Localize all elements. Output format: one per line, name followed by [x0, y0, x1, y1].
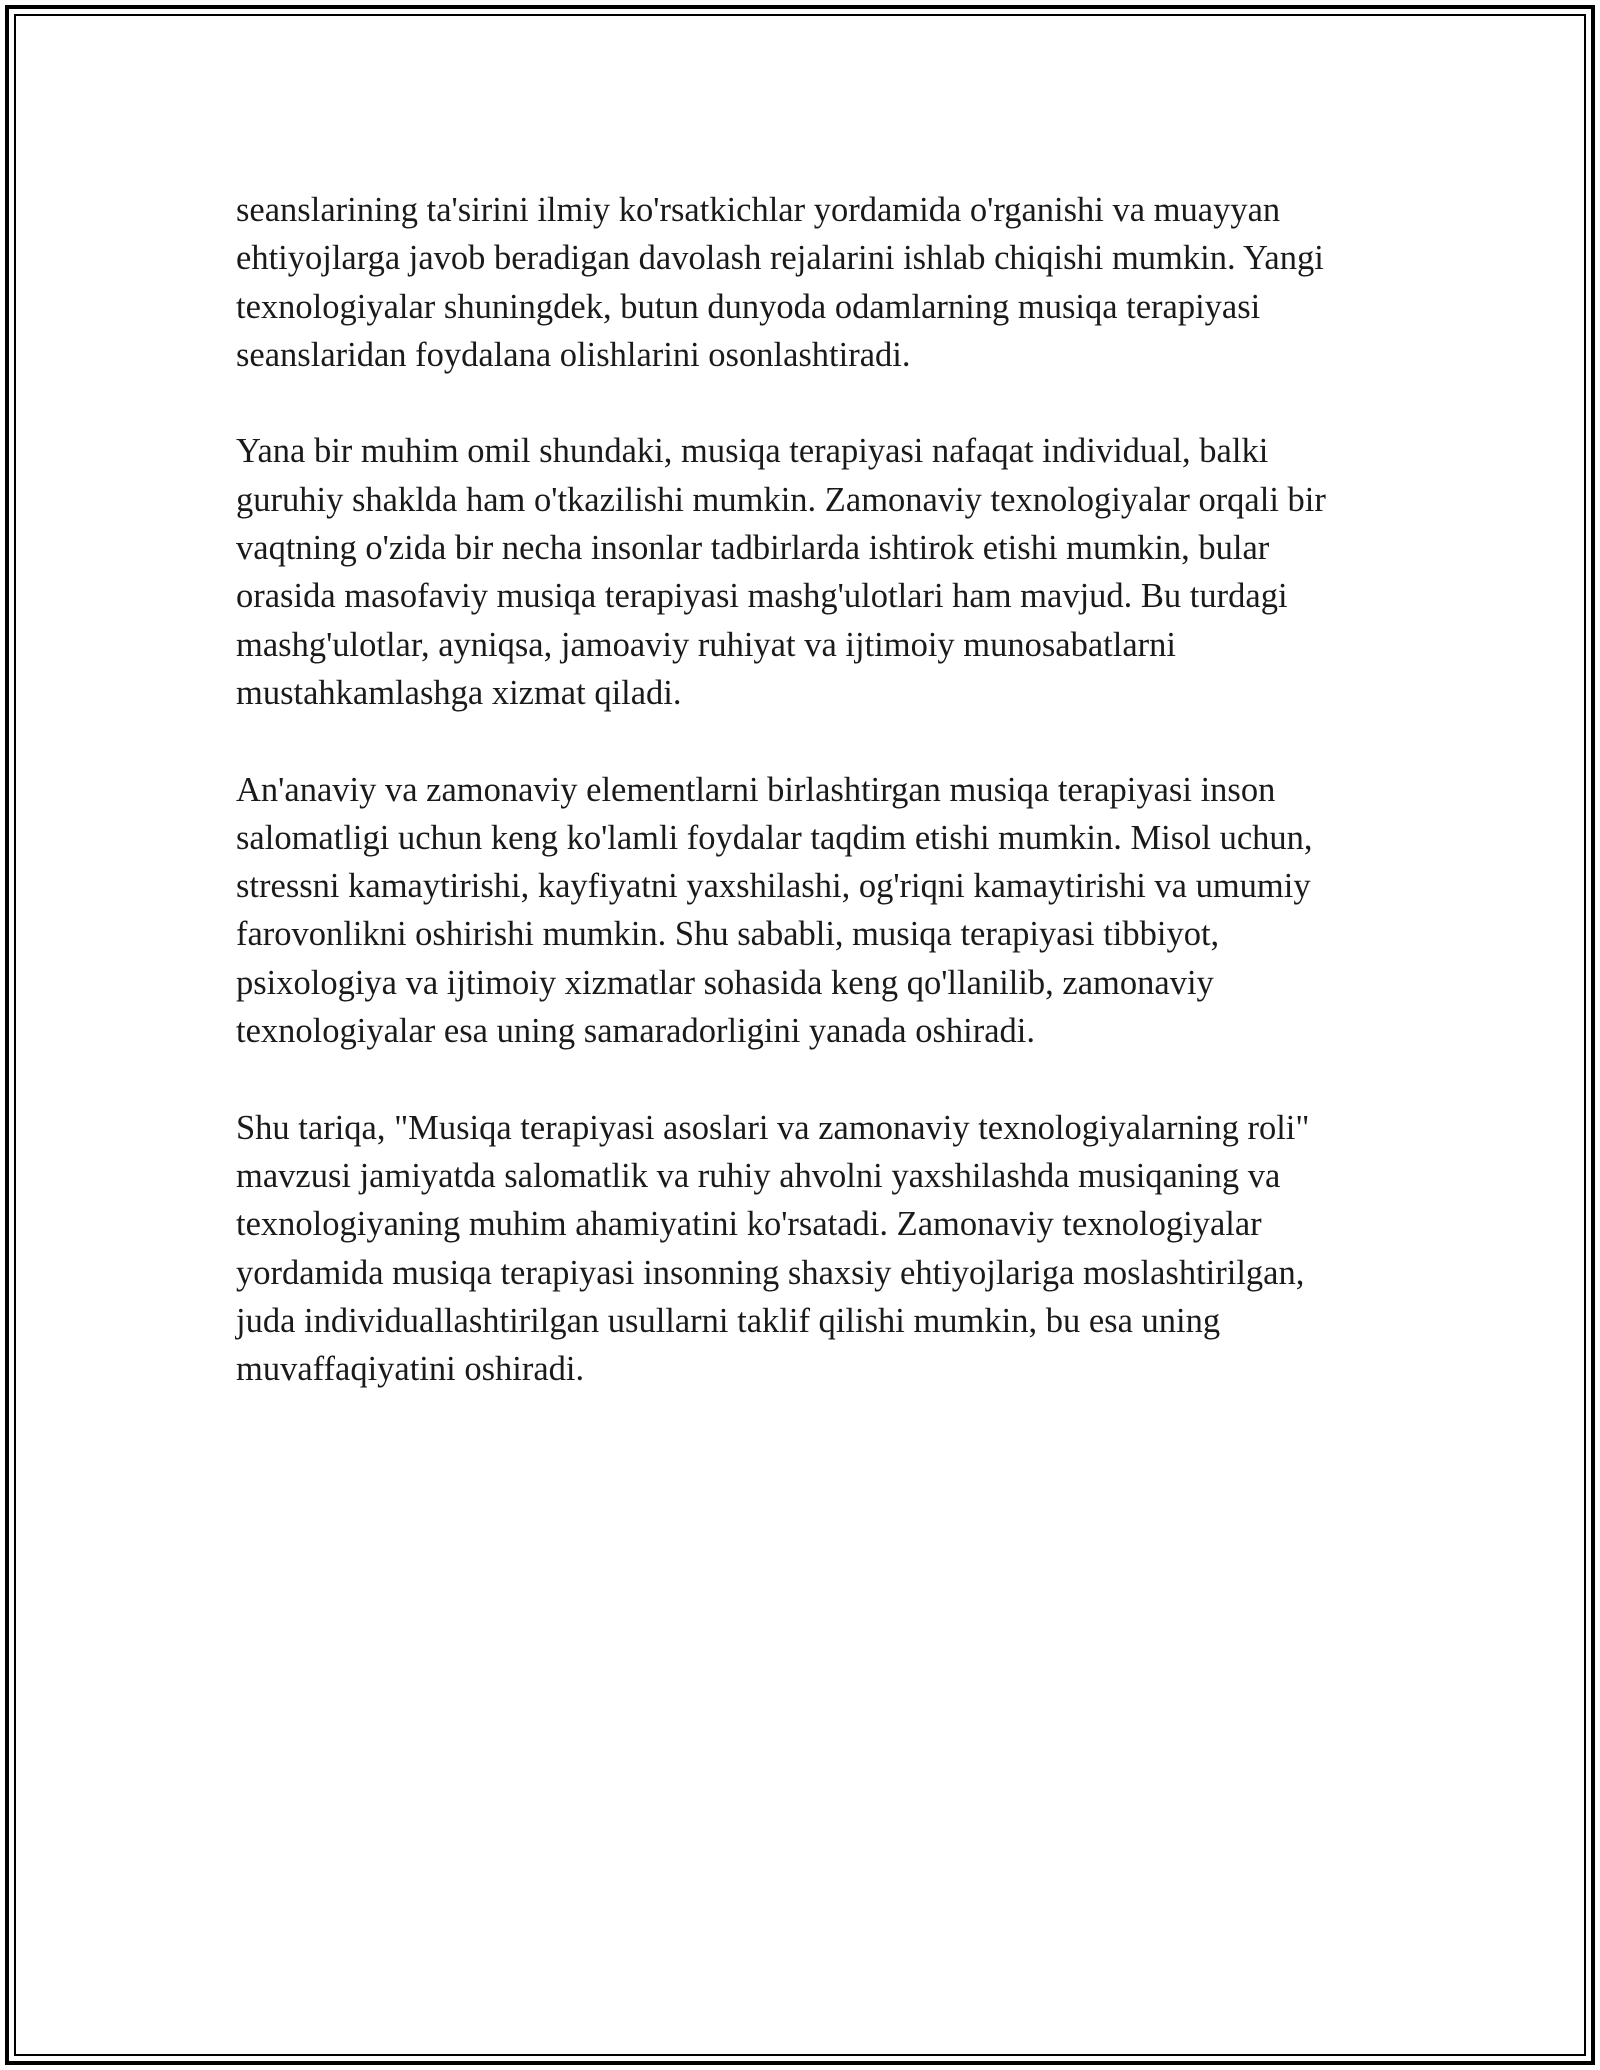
document-body [236, 186, 1366, 1442]
paragraph-2: Yana bir muhim omil shundaki, musiqa terapiyasi nafaqat individual, balki guruhiy shaklda ham o'tkazilishi mumkin. Zamonaviy texnologiyalar orqali bir vaqtning o'zida bir necha insonlar tadbirlarda ishtirok etishi mumkin, bular orasida masofaviy musiqa terapiyasi mashg'ulotlari ham mavjud. Bu turdagi mashg'ulotlar, ayniqsa, jamoaviy ruhiyat va ijtimoiy munosabatlarni mustahkamlashga xizmat qiladi. [236, 432, 1326, 712]
paragraph-1: seanslarining ta'sirini ilmiy ko'rsatkichlar yordamida o'rganishi va muayyan ehtiyojlarga javob beradigan davolash rejalarini ishlab chiqishi mumkin. Yangi texnologiyalar shuningdek, butun dunyoda odamlarning musiqa terapiyasi seanslaridan foydalana olishlarini osonlashtiradi. [236, 191, 1324, 374]
paragraph-3: An'anaviy va zamonaviy elementlarni birlashtirgan musiqa terapiyasi inson salomatligi uchun keng ko'lamli foydalar taqdim etishi mumkin. Misol uchun, stressni kamaytirishi, kayfiyatni yaxshilashi, og'riqni kamaytirishi va umumiy farovonlikni oshirishi mumkin. Shu sababli, musiqa terapiyasi tibbiyot, psixologiya va ijtimoiy xizmatlar sohasida keng qo'llanilib, zamonaviy texnologiyalar esa uning samaradorligini yanada oshiradi. [236, 770, 1313, 1051]
paragraph-4: Shu tariqa, "Musiqa terapiyasi asoslari va zamonaviy texnologiyalarning roli" mavzusi jamiyatda salomatlik va ruhiy ahvolni yaxshilashda musiqaning va texnologiyaning muhim ahamiyatini ko'rsatadi. Zamonaviy texnologiyalar yordamida musiqa terapiyasi insonning shaxsiy ehtiyojlariga moslashtirilgan, juda individuallashtirilgan usullarni taklif qilishi mumkin, bu esa uning muvaffaqiyatini oshiradi. [236, 1108, 1310, 1389]
